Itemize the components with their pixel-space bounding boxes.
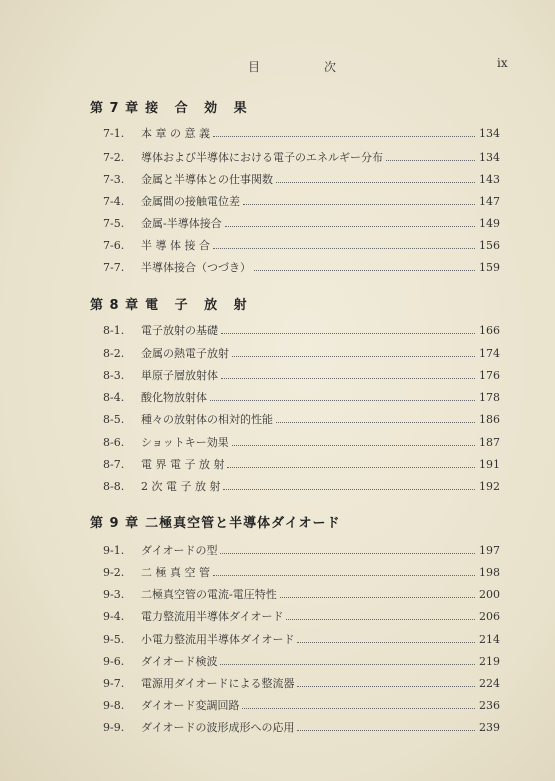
dot-leader <box>297 642 475 643</box>
section-title: 半導体接合（つづき） <box>141 261 251 274</box>
section-page: 200 <box>479 588 500 601</box>
section-number: 7-3. <box>103 173 125 186</box>
section-title: 金属間の接触電位差 <box>141 195 240 208</box>
toc-entry[interactable] <box>103 389 500 407</box>
section-page: 214 <box>479 633 500 646</box>
dot-leader <box>286 619 475 620</box>
section-number: 9-2. <box>103 566 125 579</box>
toc-entry[interactable] <box>103 215 500 233</box>
section-page: 197 <box>479 544 500 557</box>
section-number: 7-6. <box>103 239 125 252</box>
section-page: 176 <box>479 369 500 382</box>
toc-entry[interactable] <box>103 322 500 340</box>
toc-entry[interactable] <box>103 193 500 211</box>
chapter-heading-8 <box>90 294 253 313</box>
dot-leader <box>276 182 475 183</box>
dot-leader <box>232 445 475 446</box>
toc-entry[interactable] <box>103 608 500 626</box>
section-page: 147 <box>479 195 500 208</box>
dot-leader <box>297 686 475 687</box>
toc-entry[interactable] <box>103 631 500 649</box>
toc-entry[interactable] <box>103 411 500 429</box>
section-number: 8-2. <box>103 347 125 360</box>
toc-entry[interactable] <box>103 719 500 737</box>
section-title: ショットキー効果 <box>141 436 229 449</box>
dot-leader <box>213 575 475 576</box>
section-number: 9-6. <box>103 655 125 668</box>
dot-leader <box>220 553 475 554</box>
section-number: 8-8. <box>103 480 125 493</box>
section-number: 8-6. <box>103 436 125 449</box>
section-number: 7-1. <box>103 127 125 140</box>
section-number: 9-5. <box>103 633 125 646</box>
section-title: 種々の放射体の相対的性能 <box>141 413 273 426</box>
section-title: 導体および半導体における電子のエネルギー分布 <box>141 151 383 164</box>
dot-leader <box>210 400 475 401</box>
dot-leader <box>254 270 475 271</box>
section-number: 7-7. <box>103 261 125 274</box>
toc-entry[interactable] <box>103 237 500 255</box>
dot-leader <box>220 664 475 665</box>
dot-leader <box>221 333 475 334</box>
section-title: 電力整流用半導体ダイオード <box>141 610 284 623</box>
section-title: ダイオードの波形成形への応用 <box>141 721 295 734</box>
section-page: 219 <box>479 655 500 668</box>
section-number: 9-7. <box>103 677 125 690</box>
section-page: 206 <box>479 610 500 623</box>
section-title: 単原子層放射体 <box>141 369 218 382</box>
dot-leader <box>386 160 475 161</box>
section-title: 電源用ダイオードによる整流器 <box>141 677 295 690</box>
section-page: 192 <box>479 480 500 493</box>
section-number: 9-3. <box>103 588 125 601</box>
section-number: 7-4. <box>103 195 125 208</box>
section-page: 187 <box>479 436 500 449</box>
toc-entry[interactable] <box>103 345 500 363</box>
dot-leader <box>225 226 475 227</box>
chapter-title: 電 子 放 射 <box>145 298 253 313</box>
toc-entry[interactable] <box>103 653 500 671</box>
chapter-title: 二極真空管と半導体ダイオード <box>145 516 341 531</box>
section-title: 酸化物放射体 <box>141 391 207 404</box>
chapter-heading-7 <box>90 97 253 116</box>
dot-leader <box>223 489 475 490</box>
section-title: ダイオード検波 <box>141 655 218 668</box>
section-title: 金属-半導体接合 <box>141 217 222 230</box>
section-title: ダイオードの型 <box>141 544 218 557</box>
toc-entry[interactable] <box>103 367 500 385</box>
section-number: 8-5. <box>103 413 125 426</box>
section-page: 198 <box>479 566 500 579</box>
section-title: 金属と半導体との仕事関数 <box>141 173 273 186</box>
dot-leader <box>276 422 475 423</box>
toc-entry[interactable] <box>103 564 500 582</box>
toc-entry[interactable] <box>103 542 500 560</box>
section-page: 236 <box>479 699 500 712</box>
section-page: 178 <box>479 391 500 404</box>
toc-entry[interactable] <box>103 149 500 167</box>
toc-entry[interactable] <box>103 456 500 474</box>
toc-entry[interactable] <box>103 586 500 604</box>
toc-entry[interactable] <box>103 434 500 452</box>
section-page: 143 <box>479 173 500 186</box>
section-number: 9-1. <box>103 544 125 557</box>
dot-leader <box>227 467 475 468</box>
section-page: 156 <box>479 239 500 252</box>
page-number: ix <box>497 56 508 70</box>
dot-leader <box>232 356 475 357</box>
section-page: 224 <box>479 677 500 690</box>
section-title: 本 章 の 意 義 <box>141 127 210 140</box>
section-number: 9-4. <box>103 610 125 623</box>
toc-entry[interactable] <box>103 125 500 143</box>
dot-leader <box>221 378 475 379</box>
toc-entry[interactable] <box>103 478 500 496</box>
section-title: 半 導 体 接 合 <box>141 239 210 252</box>
section-number: 7-5. <box>103 217 125 230</box>
toc-entry[interactable] <box>103 675 500 693</box>
dot-leader <box>243 204 475 205</box>
chapter-heading-9 <box>90 512 340 531</box>
dot-leader <box>297 730 475 731</box>
section-title: 2 次 電 子 放 射 <box>141 480 221 493</box>
toc-entry[interactable] <box>103 259 500 277</box>
section-number: 8-4. <box>103 391 125 404</box>
section-title: 小電力整流用半導体ダイオード <box>141 633 295 646</box>
section-number: 9-8. <box>103 699 125 712</box>
toc-entry[interactable] <box>103 697 500 715</box>
dot-leader <box>280 597 475 598</box>
section-number: 9-9. <box>103 721 125 734</box>
section-number: 8-3. <box>103 369 125 382</box>
chapter-number: 第 9 章 <box>90 516 140 531</box>
section-number: 8-7. <box>103 458 125 471</box>
running-title: 目 次 <box>248 60 363 74</box>
section-number: 7-2. <box>103 151 125 164</box>
section-title: 二極真空管の電流-電圧特性 <box>141 588 277 601</box>
chapter-number: 第 8 章 <box>90 298 140 313</box>
section-page: 149 <box>479 217 500 230</box>
section-title: 電子放射の基礎 <box>141 324 218 337</box>
section-page: 159 <box>479 261 500 274</box>
section-page: 191 <box>479 458 500 471</box>
section-page: 186 <box>479 413 500 426</box>
section-page: 239 <box>479 721 500 734</box>
section-title: 電 界 電 子 放 射 <box>141 458 225 471</box>
section-title: 金属の熱電子放射 <box>141 347 229 360</box>
section-page: 134 <box>479 151 500 164</box>
section-page: 166 <box>479 324 500 337</box>
section-number: 8-1. <box>103 324 125 337</box>
toc-entry[interactable] <box>103 171 500 189</box>
section-page: 134 <box>479 127 500 140</box>
dot-leader <box>213 248 475 249</box>
section-title: 二 極 真 空 管 <box>141 566 210 579</box>
dot-leader <box>242 708 475 709</box>
section-title: ダイオード変調回路 <box>141 699 240 712</box>
chapter-number: 第 7 章 <box>90 101 140 116</box>
section-page: 174 <box>479 347 500 360</box>
chapter-title: 接 合 効 果 <box>145 101 253 116</box>
dot-leader <box>213 136 475 137</box>
